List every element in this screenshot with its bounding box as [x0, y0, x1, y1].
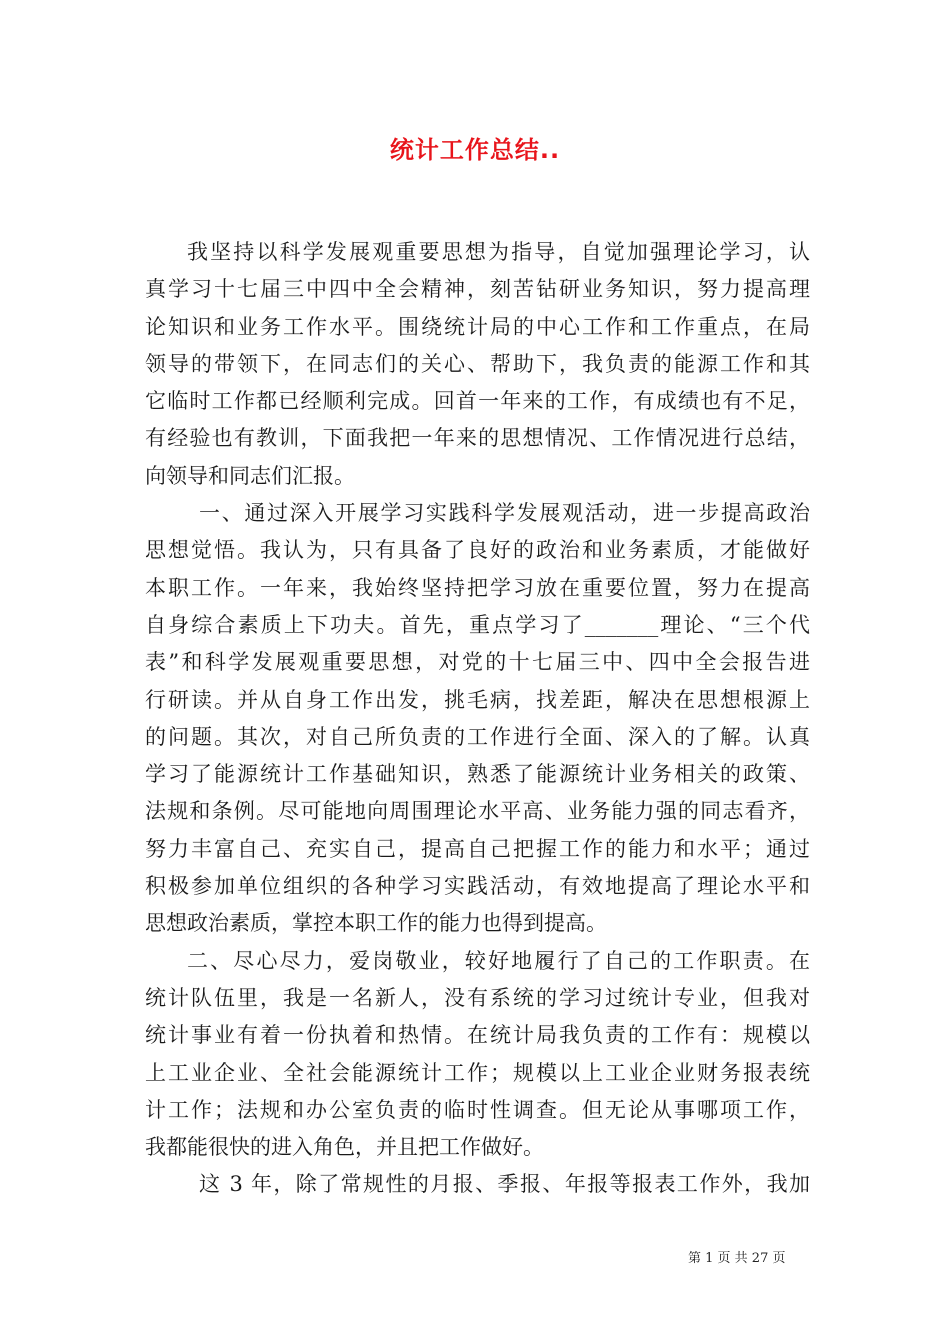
text-line: 学习了能源统计工作基础知识，熟悉了能源统计业务相关的政策、 — [145, 762, 810, 787]
text-line: 表”和科学发展观重要思想，对党的十七届三中、四中全会报告进 — [145, 650, 810, 675]
text-line: 上工业企业、全社会能源统计工作；规模以上工业企业财务报表统 — [145, 1060, 810, 1085]
text-line: 自身综合素质上下功夫。首先，重点学习了_______理论、“三个代 — [145, 612, 810, 637]
text-line: 我坚持以科学发展观重要思想为指导，自觉加强理论学习，认 — [187, 240, 810, 264]
text-line: 二、尽心尽力，爱岗敬业，较好地履行了自己的工作职责。在 — [187, 948, 810, 973]
text-line: 本职工作。一年来，我始终坚持把学习放在重要位置，努力在提高 — [145, 575, 810, 600]
text-line: 思想觉悟。我认为，只有具备了良好的政治和业务素质，才能做好 — [145, 538, 810, 563]
document-body — [145, 234, 810, 1204]
text-line: 这 3 年，除了常规性的月报、季报、年报等报表工作外，我加 — [199, 1172, 810, 1197]
text-line: 领导的带领下，在同志们的关心、帮助下，我负责的能源工作和其 — [145, 351, 810, 376]
text-line: 思想政治素质，掌控本职工作的能力也得到提高。 — [145, 911, 607, 936]
text-line: 的问题。其次，对自己所负责的工作进行全面、深入的了解。认真 — [145, 724, 810, 749]
text-line: 积极参加单位组织的各种学习实践活动，有效地提高了理论水平和 — [145, 874, 810, 899]
page-title: 统计工作总结.. — [389, 136, 561, 164]
text-line: 行研读。并从自身工作出发，挑毛病，找差距，解决在思想根源上 — [145, 687, 810, 712]
text-line: 真学习十七届三中四中全会精神，刻苦钻研业务知识，努力提高理 — [145, 277, 810, 302]
page-number: 第 1 页 共 27 页 — [688, 1251, 786, 1266]
text-line: 统计队伍里，我是一名新人，没有系统的学习过统计专业，但我对 — [145, 985, 810, 1010]
text-line: 一、通过深入开展学习实践科学发展观活动，进一步提高政治 — [199, 501, 810, 526]
text-line: 论知识和业务工作水平。围绕统计局的中心工作和工作重点，在局 — [145, 314, 810, 339]
text-line: 努力丰富自己、充实自己，提高自己把握工作的能力和水平；通过 — [145, 836, 810, 861]
text-line: 它临时工作都已经顺利完成。回首一年来的工作，有成绩也有不足， — [145, 389, 810, 414]
text-line: 法规和条例。尽可能地向周围理论水平高、业务能力强的同志看齐， — [145, 799, 810, 824]
text-line: 有经验也有教训，下面我把一年来的思想情况、工作情况进行总结， — [145, 426, 810, 451]
text-line: 计工作；法规和办公室负责的临时性调查。但无论从事哪项工作， — [145, 1097, 810, 1122]
text-line: 我都能很快的进入角色，并且把工作做好。 — [145, 1135, 544, 1160]
text-line: 向领导和同志们汇报。 — [145, 463, 355, 488]
text-line: 统计事业有着一份执着和热情。在统计局我负责的工作有：规模以 — [145, 1023, 810, 1048]
